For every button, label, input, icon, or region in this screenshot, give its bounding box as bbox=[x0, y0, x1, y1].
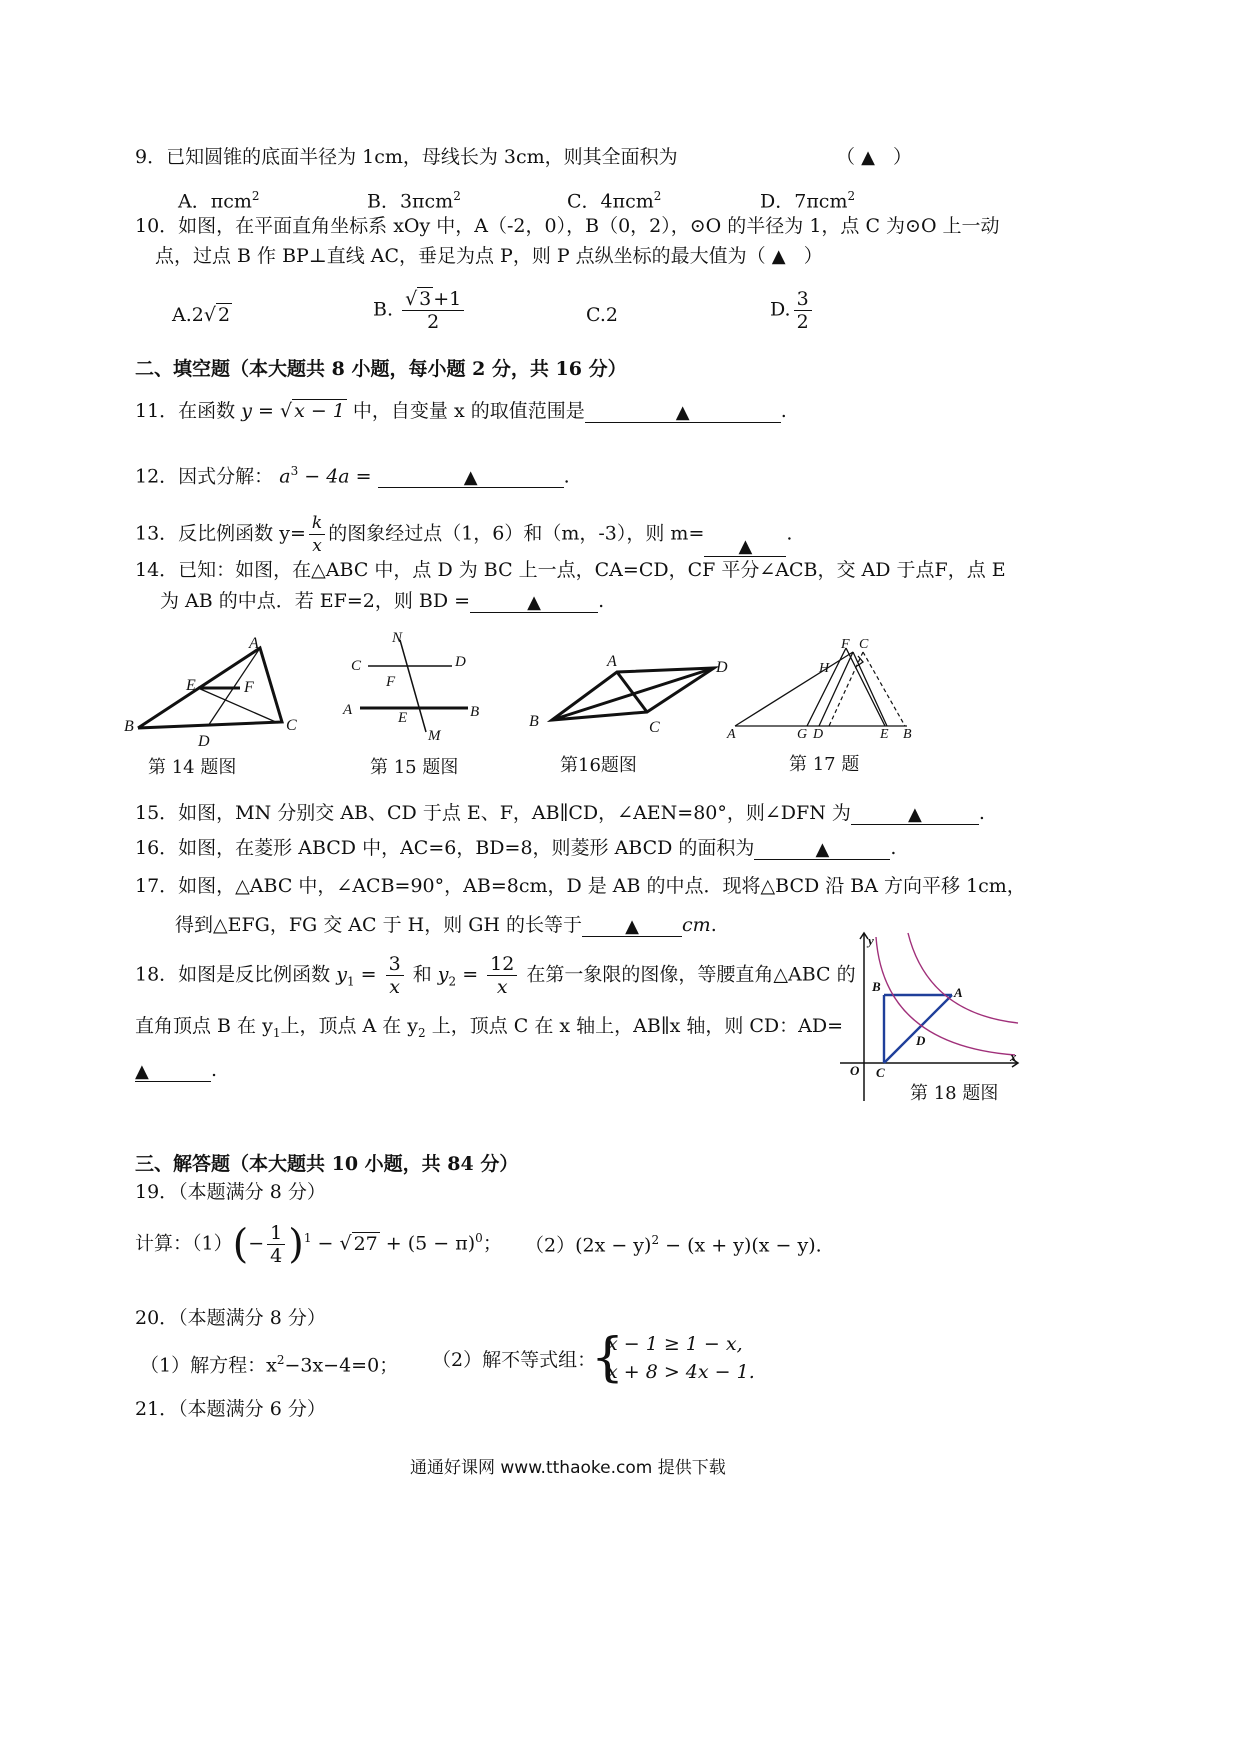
question-17-line2: 得到△EFG，FG 交 AC 于 H，则 GH 的长等于 ▲ cm. bbox=[175, 914, 717, 937]
svg-text:E: E bbox=[880, 727, 889, 742]
question-17-line1: 17．如图，△ABC 中，∠ACB=90°，AB=8cm，D 是 AB 的中点．现将△BCD 沿 BA 方向平移 1cm， bbox=[135, 875, 1026, 897]
question-14-line1: 14．已知：如图，在△ABC 中，点 D 为 BC 上一点，CA=CD，CF 平分∠ACB，交 AD 于点F，点 E bbox=[135, 559, 1006, 581]
question-14-line2: 为 AB 的中点．若 EF=2，则 BD = ▲ . bbox=[160, 590, 605, 613]
svg-text:F: F bbox=[841, 637, 850, 652]
question-10-line2: 点，过点 B 作 BP⊥直线 AC，垂足为点 P，则 P 点纵坐标的最大值为（ ▲ ） bbox=[155, 245, 823, 267]
svg-text:A: A bbox=[607, 653, 617, 670]
svg-text:E: E bbox=[186, 677, 196, 694]
q9-option-a: A．πcm$^2$ bbox=[178, 189, 260, 213]
question-12: 12．因式分解： $a^3 - 4a$ = ▲ . bbox=[135, 464, 570, 489]
svg-text:N: N bbox=[392, 630, 403, 646]
figure-16-caption: 第16题图 bbox=[560, 755, 637, 776]
q10-option-c: C.2 bbox=[586, 304, 618, 326]
q9-option-b: B．3πcm$^2$ bbox=[367, 189, 461, 213]
question-10-line1: 10．如图，在平面直角坐标系 xOy 中，A（-2，0），B（0，2），⊙O 的半径为 1，点 C 为⊙O 上一动 bbox=[135, 215, 1000, 237]
question-9: 9．已知圆锥的底面半径为 1cm，母线长为 3cm，则其全面积为 bbox=[135, 146, 678, 168]
svg-text:H: H bbox=[819, 661, 830, 676]
svg-text:E: E bbox=[398, 710, 408, 726]
svg-text:B: B bbox=[872, 979, 881, 994]
svg-text:D: D bbox=[455, 654, 466, 670]
question-20-inequality-system: { x − 1 ≥ 1 − x, x + 8 > 4x − 1. bbox=[591, 1328, 755, 1388]
svg-text:D: D bbox=[813, 727, 824, 742]
figure-17-caption: 第 17 题 bbox=[789, 754, 860, 775]
answer-mark-9: （ ▲ ） bbox=[836, 146, 913, 168]
svg-text:B: B bbox=[529, 713, 539, 730]
svg-text:A: A bbox=[249, 635, 259, 652]
question-18-line2: 直角顶点 B 在 $y_1$上，顶点 A 在 $y_2$ 上，顶点 C 在 x 轴上，AB∥x 轴，则 CD：AD= bbox=[135, 1015, 844, 1040]
section-2-heading: 二、填空题（本大题共 8 小题，每小题 2 分，共 16 分） bbox=[135, 358, 627, 380]
figure-16 bbox=[525, 650, 735, 740]
question-15: 15．如图，MN 分别交 AB、CD 于点 E、F，AB∥CD，∠AEN=80°，则∠DFN 为 ▲ . bbox=[135, 802, 985, 825]
question-20-head: 20．（本题满分 8 分） bbox=[135, 1307, 326, 1329]
svg-text:G: G bbox=[797, 727, 808, 742]
figure-17 bbox=[725, 634, 925, 746]
question-19-head: 19．（本题满分 8 分） bbox=[135, 1181, 326, 1203]
svg-text:D: D bbox=[198, 733, 210, 750]
svg-text:D: D bbox=[716, 659, 728, 676]
svg-text:A: A bbox=[727, 727, 736, 742]
svg-text:C: C bbox=[351, 658, 362, 674]
q10-option-b: B. $\frac{√ 3 +1}{2}$ bbox=[373, 288, 467, 333]
question-11: 11．在函数 y = √ x − 1 中，自变量 x 的取值范围是 ▲ . bbox=[135, 400, 787, 423]
q9-option-d: D．7πcm$^2$ bbox=[760, 189, 856, 213]
figure-14-caption: 第 14 题图 bbox=[148, 757, 237, 778]
svg-text:M: M bbox=[428, 728, 441, 744]
question-18-line1: 18．如图是反比例函数 $y_1$ = $\frac{3}{x}$ 和 $y_2$ = $\frac{12}{x}$ 在第一象限的图像，等腰直角△ABC 的 bbox=[135, 953, 856, 998]
section-3-heading: 三、解答题（本大题共 10 小题，共 84 分） bbox=[135, 1153, 519, 1175]
figure-18-caption: 第 18 题图 bbox=[910, 1083, 999, 1104]
svg-text:A: A bbox=[343, 702, 353, 718]
q10-option-a: A.2√ 2 bbox=[172, 304, 231, 326]
svg-text:C: C bbox=[286, 717, 297, 734]
question-13: 13．反比例函数 y= $\frac{k}{x}$ 的图象经过点（1，6）和（m，-3），则 m=▲. bbox=[135, 513, 793, 557]
svg-text:C: C bbox=[876, 1065, 885, 1080]
question-16: 16．如图，在菱形 ABCD 中，AC=6，BD=8，则菱形 ABCD 的面积为 ▲ . bbox=[135, 837, 897, 860]
svg-text:D: D bbox=[916, 1033, 926, 1048]
q10-option-d: D. $\frac{3}{2}$ bbox=[770, 288, 815, 333]
svg-text:F: F bbox=[244, 679, 254, 696]
svg-text:B: B bbox=[470, 704, 480, 720]
svg-text:x: x bbox=[1010, 1049, 1017, 1064]
figure-15 bbox=[340, 628, 500, 748]
footer: 通通好课网 www.tthaoke.com 提供下载 bbox=[410, 1458, 726, 1478]
svg-text:O: O bbox=[850, 1063, 860, 1078]
svg-text:y: y bbox=[868, 933, 874, 948]
svg-text:B: B bbox=[903, 727, 912, 742]
figure-15-caption: 第 15 题图 bbox=[370, 757, 459, 778]
svg-text:A: A bbox=[954, 985, 963, 1000]
figure-14 bbox=[120, 630, 320, 760]
q9-option-c: C．4πcm$^2$ bbox=[567, 189, 662, 213]
question-19-calc: 计算：（1）(− $\frac{1}{4}$ )$^1$ − √ $27 + (5 - \pi)^0$； bbox=[135, 1221, 502, 1268]
svg-text:C: C bbox=[649, 719, 660, 736]
question-21-head: 21．（本题满分 6 分） bbox=[135, 1398, 326, 1420]
figure-18 bbox=[840, 925, 1030, 1105]
question-18-answer: ▲ . bbox=[135, 1059, 218, 1082]
question-20-part1: （1）解方程：$x^2-3x-4=0$； bbox=[140, 1353, 399, 1377]
question-19-part2: $(2)(2x - y)^2 - (x + y)(x - y)$. bbox=[525, 1233, 822, 1257]
svg-text:B: B bbox=[124, 718, 134, 735]
svg-text:F: F bbox=[386, 674, 396, 690]
question-20-part2: （2）解不等式组： bbox=[432, 1349, 597, 1371]
svg-text:C: C bbox=[859, 637, 869, 652]
